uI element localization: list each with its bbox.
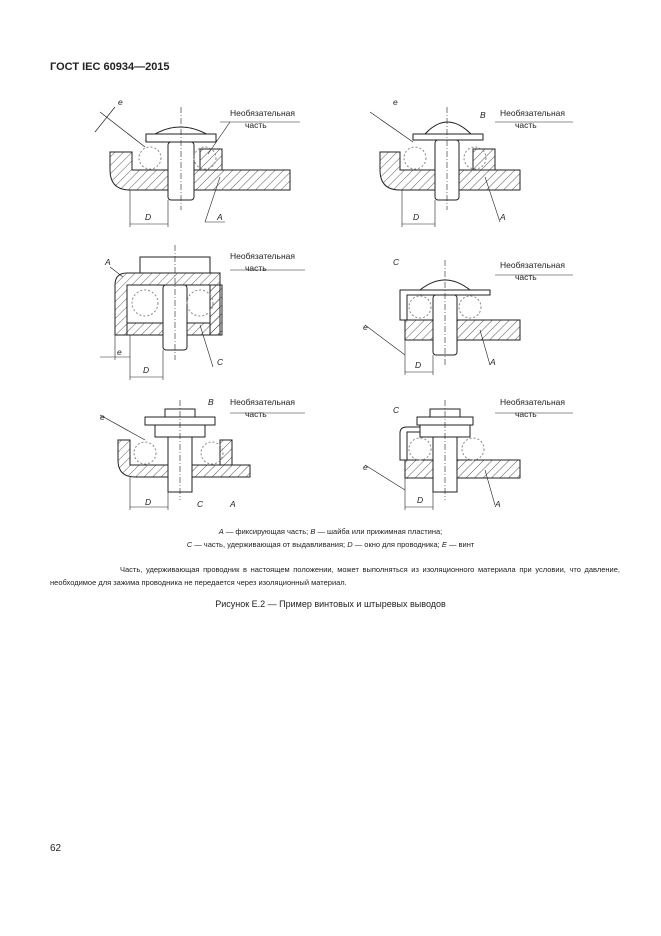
- label-legend-line2-2-t: — винт: [446, 540, 475, 549]
- figure-screw-terminal-1: [90, 92, 310, 232]
- label-legend-line1-1-t: — шайба или прижимная пластина;: [315, 527, 443, 536]
- label-labels-a: A: [490, 357, 496, 367]
- label-labels-optional1: Необязательная: [500, 397, 565, 407]
- figure-clamp-terminal-3: [95, 245, 310, 385]
- label-labels-d: D: [417, 495, 424, 505]
- label-legend-line2-2-k: E: [441, 540, 447, 549]
- label-legend-line1-0-t: — фиксирующая часть;: [223, 527, 311, 536]
- label-legend-line2-0-k: C: [186, 540, 193, 549]
- label-A: A: [217, 212, 223, 222]
- label-labels-e: е: [117, 347, 122, 357]
- label-legend-line2-0-t: — часть, удерживающая от выдавливания;: [192, 540, 348, 549]
- label-labels-d: D: [415, 360, 422, 370]
- label-labels-d: D: [143, 365, 150, 375]
- label-legend-line2-1-k: D: [347, 540, 353, 549]
- figure-screw-terminal-2: [355, 92, 575, 232]
- label-labels-optional2: часть: [515, 120, 537, 130]
- label-labels-e: е: [393, 97, 398, 107]
- label-labels-d: D: [413, 212, 420, 222]
- label-labels-optional1: Необязательная: [500, 260, 565, 270]
- label-labels-e: е: [363, 322, 368, 332]
- label-labels-optional1: Необязательная: [230, 397, 295, 407]
- label-labels-optional2: часть: [515, 409, 537, 419]
- label-e: е: [118, 97, 123, 107]
- label-optional: Необязательная: [230, 108, 295, 118]
- label-labels-a: A: [230, 499, 236, 509]
- label-labels-b: B: [208, 397, 214, 407]
- label-part: часть: [245, 120, 267, 130]
- label-labels-optional1: Необязательная: [500, 108, 565, 118]
- label-labels-c: C: [217, 357, 224, 367]
- figure-caption: Рисунок Е.2 — Пример винтовых и штыревых выводов: [215, 599, 446, 609]
- label-legend-line1-1-k: B: [310, 527, 316, 536]
- figure-legend-line-1: [0, 525, 661, 538]
- label-labels-optional2: часть: [245, 409, 267, 419]
- label-labels-a: A: [495, 499, 501, 509]
- label-labels-c: C: [393, 405, 400, 415]
- label-labels-optional1: Необязательная: [230, 251, 295, 261]
- page-number: 62: [50, 843, 62, 854]
- label-legend-line2-1-t: — окно для проводника;: [352, 540, 442, 549]
- label-D: D: [145, 212, 152, 222]
- label-labels-c: C: [393, 257, 400, 267]
- label-labels-a: A: [500, 212, 506, 222]
- figure-stud-terminal-6: [345, 395, 575, 515]
- note-paragraph: Часть, удерживающая проводник в настоящем положении, может выполняться из изоляционного материала при условии, что давление, необходимое для зажима проводника не передается через изоляционный материал.: [50, 565, 620, 587]
- label-labels-optional2: часть: [515, 272, 537, 282]
- label-labels-optional2: часть: [245, 263, 267, 273]
- document-header: ГОСТ IEC 60934—2015: [50, 61, 170, 73]
- label-labels-c: C: [197, 499, 204, 509]
- label-labels-d: D: [145, 497, 152, 507]
- label-labels-b: B: [480, 110, 486, 120]
- label-labels-e: е: [100, 412, 105, 422]
- figure-clamp-terminal-4: [345, 255, 575, 380]
- figure-legend-line-2: [0, 538, 661, 551]
- figure-stud-terminal-5: [90, 395, 310, 515]
- label-legend-line1-0-k: A: [218, 527, 224, 536]
- label-labels-a: A: [105, 257, 111, 267]
- label-labels-e: е: [363, 462, 368, 472]
